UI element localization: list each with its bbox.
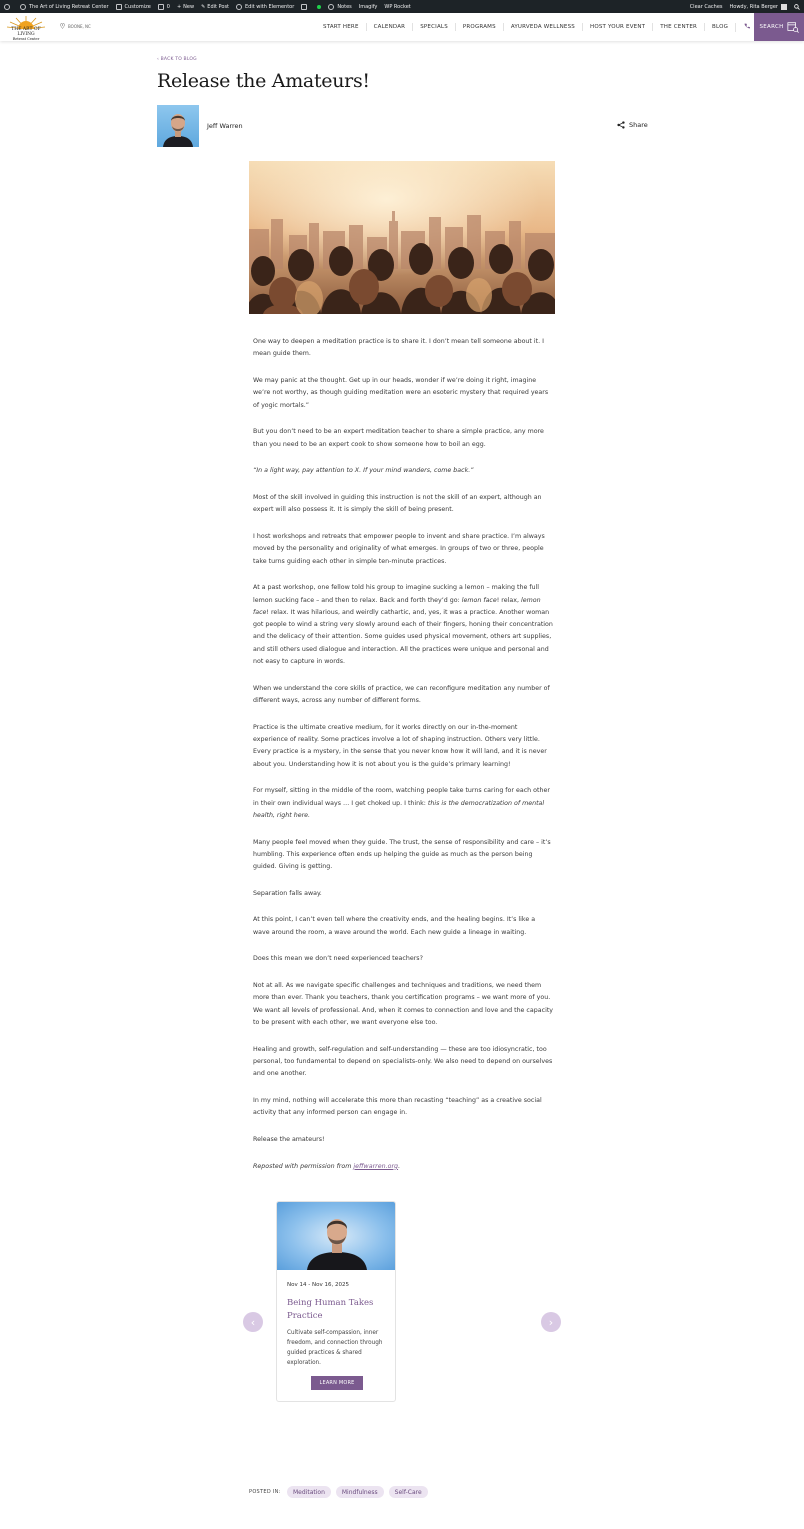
paragraph: I host workshops and retreats that empower people to invent and share practice. I’m always moved by the personality and originality of what emerges. In groups of two or three, people take turns guiding each other in simple ten-minute practices.: [253, 532, 545, 565]
admin-seo-icon[interactable]: [301, 4, 310, 10]
repost-credit: Reposted with permission from jeffwarren.org.: [253, 1162, 401, 1170]
nav-the-center[interactable]: THE CENTER: [652, 23, 704, 31]
nav-start-here[interactable]: START HERE: [323, 24, 359, 30]
paragraph: But you don’t need to be an expert meditation teacher to share a simple practice, any more than you need to be an expert cook to show someone how to boil an egg.: [253, 428, 544, 448]
paragraph: In my mind, nothing will accelerate this more than recasting “teaching” as a creative social activity that any informed person can engage in.: [253, 1097, 542, 1117]
admin-site-name-link[interactable]: The Art of Living Retreat Center: [20, 4, 109, 10]
admin-clear-caches-link[interactable]: Clear Caches: [689, 3, 723, 10]
back-to-blog-link[interactable]: ‹ BACK TO BLOG: [157, 57, 197, 62]
nav-specials[interactable]: SPECIALS: [412, 23, 455, 31]
share-icon: [617, 121, 625, 129]
paragraph: Many people feel moved when they guide. The trust, the sense of responsibility and care – it’s humbling. This experience often ends up helping the guide as much as the person being guided. Giving is getting.: [253, 838, 551, 871]
program-card[interactable]: [276, 1201, 396, 1402]
paragraph: At this point, I can’t even tell where the creativity ends, and the healing begins. It’s like a wave around the room, a wave around the world. Each new guide a lineage in waiting.: [253, 916, 536, 936]
main-navigation: [316, 13, 758, 41]
admin-status-dot: [317, 5, 321, 9]
wp-admin-bar: [0, 0, 804, 13]
program-date: Nov 14 - Nov 16, 2025: [287, 1282, 349, 1288]
post-title: Release the Amateurs!: [157, 70, 370, 92]
calendar-search-icon: [787, 21, 799, 33]
home-icon: [20, 4, 26, 10]
featured-image: [249, 161, 555, 314]
admin-comments-link[interactable]: 0: [158, 4, 170, 10]
author-avatar: [157, 105, 199, 147]
notes-icon: [328, 4, 334, 10]
nav-blog[interactable]: BLOG: [704, 23, 735, 31]
admin-account-link[interactable]: Howdy, Rita Berger: [730, 4, 787, 10]
admin-customize-link[interactable]: Customize: [116, 4, 151, 10]
logo-wordmark: THE ART OF LIVING Retreat Center: [11, 27, 41, 41]
elementor-icon: [236, 4, 242, 10]
admin-notes-link[interactable]: Notes: [328, 4, 351, 10]
admin-new-link[interactable]: + New: [176, 3, 195, 10]
program-image: [277, 1202, 396, 1270]
paragraph: We may panic at the thought. Get up in our heads, wonder if we’re doing it right, imagine we’re not worthy, as though guiding meditation were an esoteric mystery that required years of yogic mortals.”: [253, 376, 549, 409]
program-title[interactable]: Being Human Takes Practice: [287, 1298, 374, 1321]
tag-mindfulness[interactable]: Mindfulness: [336, 1486, 384, 1498]
author-name[interactable]: Jeff Warren: [207, 122, 243, 130]
wordpress-logo-icon[interactable]: [4, 4, 13, 10]
user-avatar: [781, 4, 787, 10]
admin-elementor-link[interactable]: Edit with Elementor: [236, 4, 294, 10]
paragraph: Does this mean we don’t need experienced teachers?: [253, 955, 423, 963]
posted-in-label: POSTED IN:: [249, 1489, 281, 1495]
paragraph: When we understand the core skills of practice, we can reconfigure meditation any number of different ways, across any number of different forms.: [253, 684, 550, 704]
admin-edit-post-link[interactable]: ✎ Edit Post: [201, 3, 230, 10]
nav-host-your-event[interactable]: HOST YOUR EVENT: [582, 23, 652, 31]
admin-imagify-link[interactable]: Imagify: [358, 3, 378, 10]
paragraph: Release the amateurs!: [253, 1136, 325, 1143]
carousel-next-button[interactable]: [541, 1312, 561, 1332]
share-button[interactable]: Share: [617, 121, 648, 129]
nav-ayurveda-wellness[interactable]: AYURVEDA WELLNESS: [503, 23, 582, 31]
admin-wp-rocket-link[interactable]: WP Rocket: [384, 3, 411, 10]
chevron-left-icon: ‹: [250, 1315, 256, 1329]
plus-icon: +: [176, 3, 182, 10]
paragraph: Practice is the ultimate creative medium, for it works directly on our in-the-moment experience of reality. Some practices involve a lot of shaping instruction. Others very little. Every practice is a mystery, in the sense that you never know how it will land, and it is never about you. Understanding how it is not about you is the guide’s primary learning!: [253, 723, 547, 768]
paragraph: One way to deepen a meditation practice is to share it. I don’t mean tell someone about it. I mean guide them.: [253, 338, 544, 358]
nav-calendar[interactable]: CALENDAR: [366, 23, 413, 31]
paragraph: For myself, sitting in the middle of the room, watching people take turns caring for each other in their own individual ways … I get choked up. I think: this is the democratization of mental health, right here.: [253, 787, 550, 819]
map-pin-icon: [60, 23, 65, 29]
paragraph: At a past workshop, one fellow told his group to imagine sucking a lemon – making the full lemon sucking face – and then to relax. Back and forth they’d go: lemon face! relax, lemon face! relax. It was hilarious, and weirdly cathartic, and, yes, it was a practice. Another woman got people to wind a string very slowly around each of their fingers, honing their concentration and the delicacy of their attention. Some guides used physical movement, others art supplies, and still others used dialogue and interaction. All the practices were unique and personal and not easy to capture in words.: [253, 584, 553, 665]
article-body: [253, 336, 553, 1187]
paragraph: Separation falls away.: [253, 889, 322, 897]
jeffwarren-link[interactable]: jeffwarren.org: [353, 1162, 399, 1170]
learn-more-button[interactable]: LEARN MORE: [311, 1376, 363, 1390]
location-label: BOONE, NC: [60, 23, 91, 29]
comment-icon: [158, 4, 164, 10]
tag-list: [287, 1486, 433, 1498]
paragraph: Healing and growth, self-regulation and self-understanding — these are too idiosyncratic, too personal, too fundamental to depend on specialists-only. We also need to depend on ourselves and one another.: [253, 1045, 553, 1078]
paragraph: Most of the skill involved in guiding this instruction is not the skill of an expert, although an expert will also possess it. It is simply the skill of being present.: [253, 493, 542, 514]
chevron-right-icon: ›: [548, 1315, 554, 1329]
program-description: Cultivate self-compassion, inner freedom, and connection through guided practices & shared exploration.: [287, 1330, 383, 1366]
tag-self-care[interactable]: Self-Care: [389, 1486, 428, 1498]
paragraph: Not at all. As we navigate specific challenges and techniques and traditions, we need them more than ever. Thank you teachers, thank you certification programs – we want more of you. We want all levels of professional. And, when it comes to connection and love and the capacity to be present with each other, we want everyone else too.: [253, 982, 554, 1027]
site-header: [0, 13, 804, 41]
nav-programs[interactable]: PROGRAMS: [455, 23, 503, 31]
admin-search-icon[interactable]: [794, 4, 800, 10]
pencil-icon: ✎: [201, 3, 206, 10]
tag-meditation[interactable]: Meditation: [287, 1486, 331, 1498]
quote-paragraph: “In a light way, pay attention to X. If your mind wanders, come back.”: [253, 467, 474, 475]
carousel-prev-button[interactable]: [243, 1312, 263, 1332]
search-button[interactable]: SEARCH: [754, 13, 804, 41]
brush-icon: [116, 4, 122, 10]
